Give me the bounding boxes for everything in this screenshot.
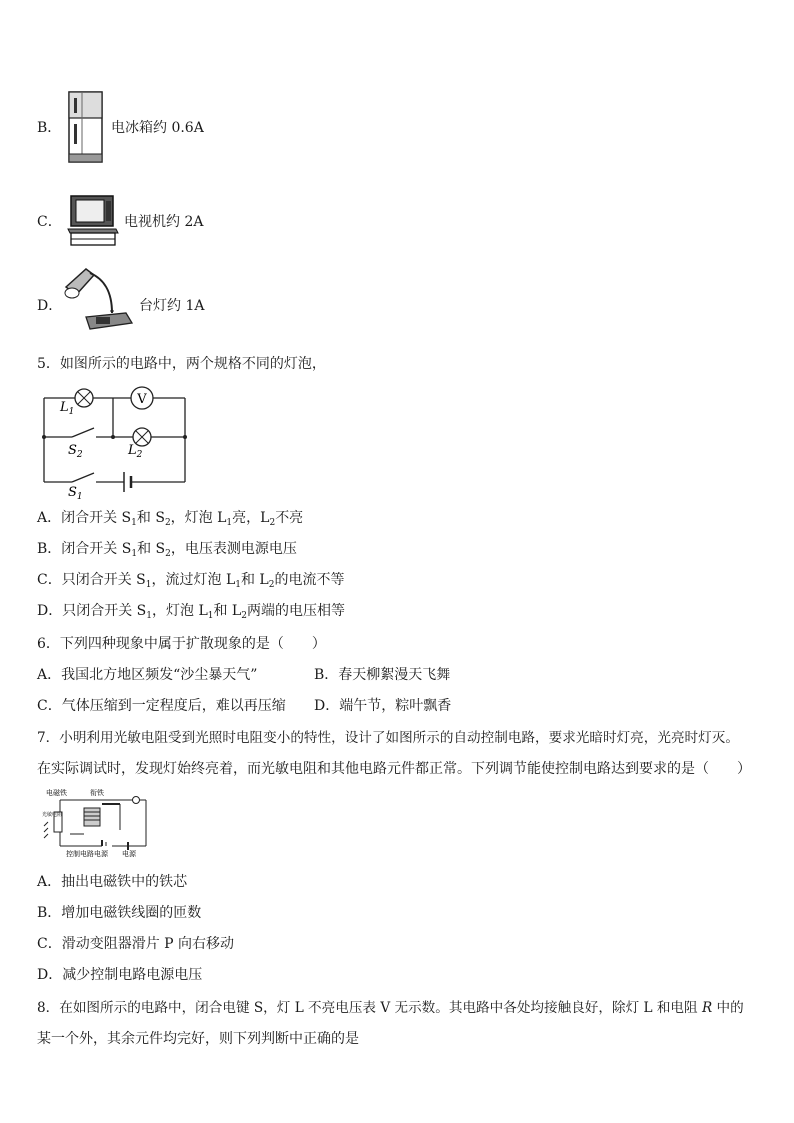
q6-option-a[interactable]: A．我国北方地区频发“沙尘暴天气” <box>37 667 258 683</box>
option-letter: D． <box>37 298 63 314</box>
voltmeter-symbol <box>131 387 153 409</box>
q5-option-a[interactable]: A．闭合开关 $S_1$和 $S_2$，灯泡 $L_1$亮，$L_2$不亮 <box>37 510 304 528</box>
q7-option-b[interactable]: B．增加电磁铁线圈的匝数 <box>37 905 202 921</box>
battery-symbol <box>124 472 131 492</box>
armature-label: 衔铁 <box>90 789 104 797</box>
q7-option-d[interactable]: D．减少控制电路电源电压 <box>37 967 203 983</box>
svg-text:S2: $S_2$ <box>68 443 83 460</box>
lamp-l1-symbol <box>75 389 93 407</box>
q6-stem: 6．下列四种现象中属于扩散现象的是（ ） <box>37 636 326 652</box>
control-source-label: 控制电路电源 <box>66 850 108 858</box>
q4-option-c-text: 电视机约 2A <box>124 214 204 230</box>
q7-option-c[interactable]: C．滑动变阻器滑片 P 向右移动 <box>37 936 235 952</box>
q5-option-c[interactable]: C．只闭合开关 $S_1$，流过灯泡 $L_1$和 $L_2$的电流不等 <box>37 572 345 590</box>
q7-control-circuit-diagram <box>40 786 150 858</box>
television-image <box>66 193 122 249</box>
svg-text:L1: $L_1$ <box>60 400 75 417</box>
q4-option-b[interactable] <box>37 118 61 138</box>
q7-option-a[interactable]: A．抽出电磁铁中的铁芯 <box>37 874 188 890</box>
q7-stem-line2: 在实际调试时，发现灯始终亮着，而光敏电阻和其他电路元件都正常。下列调节能使控制电路达到要求的是（ ） <box>37 761 751 777</box>
q5-option-d[interactable]: D．只闭合开关 $S_1$，灯泡 $L_1$和 $L_2$两端的电压相等 <box>37 603 345 621</box>
q6-option-b[interactable]: B．春天柳絮漫天飞舞 <box>314 667 451 683</box>
option-letter: C． <box>37 214 62 230</box>
q5-circuit-diagram <box>38 380 188 502</box>
photoresistor-label: 光敏电阻 <box>42 812 63 818</box>
q8-stem-line2: 某一个外，其余元件均完好，则下列判断中正确的是 <box>37 1031 359 1047</box>
q5-option-b[interactable]: B．闭合开关 $S_1$和 $S_2$，电压表测电源电压 <box>37 541 297 559</box>
refrigerator-image <box>66 90 106 166</box>
svg-text:L2: $L_2$ <box>128 443 143 460</box>
power-label: 电源 <box>122 850 136 858</box>
q8-stem-line1: 8．在如图所示的电路中，闭合电键 S，灯 L 不亮电压表 V 无示数。其电路中各处均接触良好，除灯 L 和电阻 R 中的 <box>37 1000 744 1016</box>
option-letter: B． <box>37 120 62 136</box>
voltmeter-label: V <box>137 392 147 407</box>
svg-text:S1: $S_1$ <box>68 485 83 502</box>
q4-option-d[interactable] <box>37 296 62 316</box>
q4-option-b-text: 电冰箱约 0.6A <box>111 120 204 136</box>
q6-option-d[interactable]: D．端午节，粽叶飘香 <box>314 698 452 714</box>
q7-stem-line1: 7．小明利用光敏电阻受到光照时电阻变小的特性，设计了如图所示的自动控制电路，要求光暗时灯亮，光亮时灯灭。 <box>37 730 739 746</box>
desk-lamp-image <box>60 265 140 339</box>
q4-option-c[interactable] <box>37 212 62 232</box>
q5-stem: 5．如图所示的电路中，两个规格不同的灯泡， <box>37 356 326 372</box>
electromagnet-label: 电磁铁 <box>46 789 67 797</box>
q6-option-c[interactable]: C．气体压缩到一定程度后，难以再压缩 <box>37 698 286 714</box>
q4-option-d-text: 台灯约 1A <box>139 298 205 314</box>
